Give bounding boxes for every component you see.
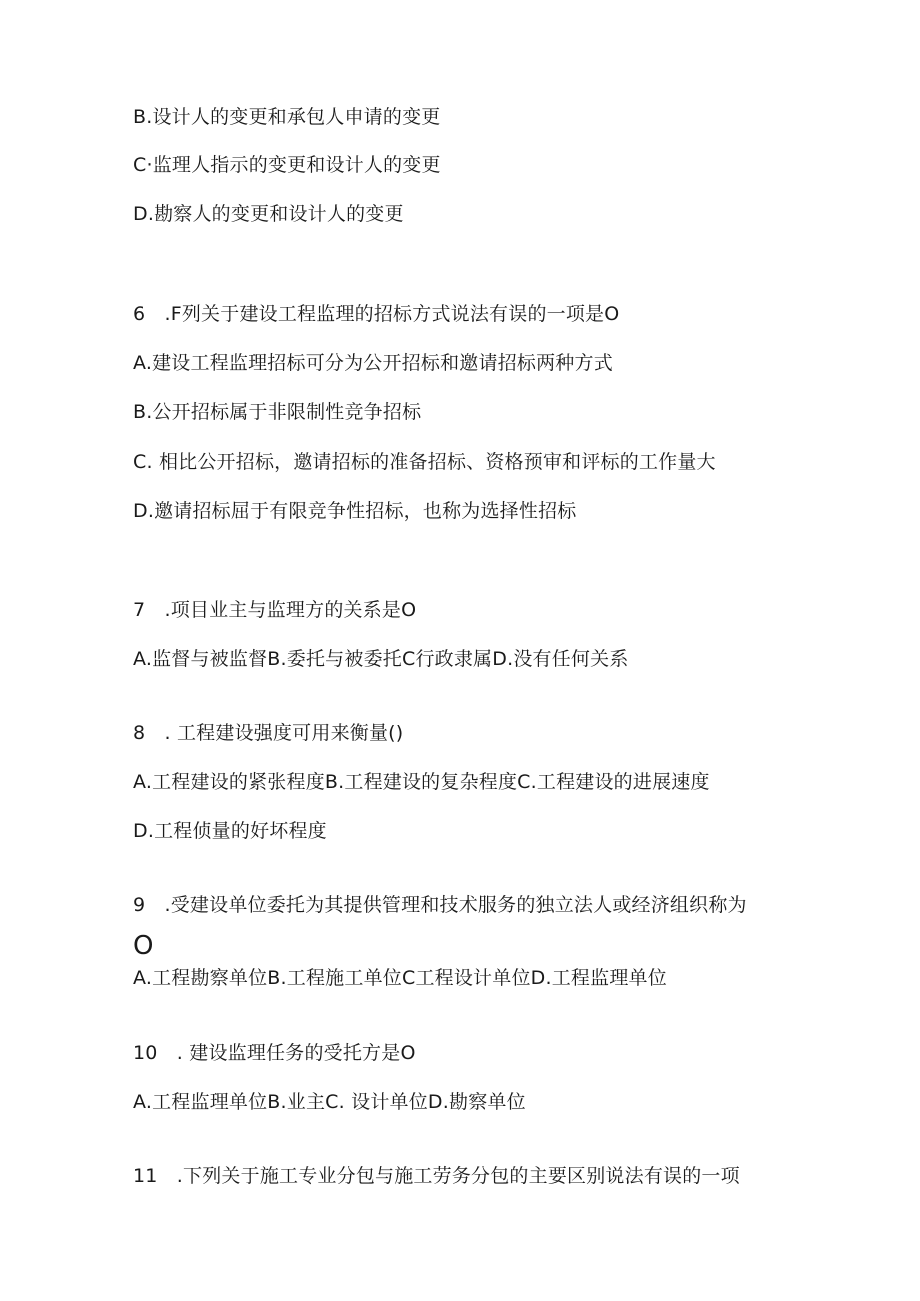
question-7: 7 .项目业主与监理方的关系是O: [133, 599, 417, 621]
question-8: 8 . 工程建设强度可用来衡量(): [133, 722, 404, 744]
option-d-q6: D.邀请招标屈于有限竞争性招标，也称为选择性招标: [133, 500, 577, 522]
question-9-continuation: O: [133, 931, 154, 961]
options-q10: A.工程监理单位B.业主C. 设计单位D.勘察单位: [133, 1091, 526, 1113]
question-11: 11 .下列关于施工专业分包与施工劳务分包的主要区别说法有误的一项: [133, 1165, 740, 1187]
option-d-q5: D.勘察人的变更和设计人的变更: [133, 203, 404, 225]
options-abc-q8: A.工程建设的紧张程度B.工程建设的复杂程度C.工程建设的进展速度: [133, 771, 710, 793]
option-b-q6: B.公开招标属于非限制性竞争招标: [133, 401, 422, 423]
question-10: 10 . 建设监理任务的受托方是O: [133, 1042, 416, 1064]
options-q9: A.工程勘察单位B.工程施工单位C工程设计单位D.工程监理单位: [133, 967, 667, 989]
question-6: 6 .F列关于建设工程监理的招标方式说法有误的一项是O: [133, 303, 620, 325]
option-c-q5: C·监理人指示的变更和设计人的变更: [133, 154, 441, 176]
option-b-q5: B.设计人的变更和承包人申请的变更: [133, 106, 441, 128]
option-a-q6: A.建设工程监理招标可分为公开招标和邀请招标两种方式: [133, 352, 613, 374]
options-q7: A.监督与被监督B.委托与被委托C行政隶属D.没有任何关系: [133, 648, 629, 670]
question-9: 9 .受建设单位委托为其提供管理和技术服务的独立法人或经济组织称为: [133, 894, 747, 916]
option-d-q8: D.工程侦量的好坏程度: [133, 820, 327, 842]
option-c-q6: C. 相比公开招标，邀请招标的准备招标、资格预审和评标的工作量大: [133, 451, 716, 473]
